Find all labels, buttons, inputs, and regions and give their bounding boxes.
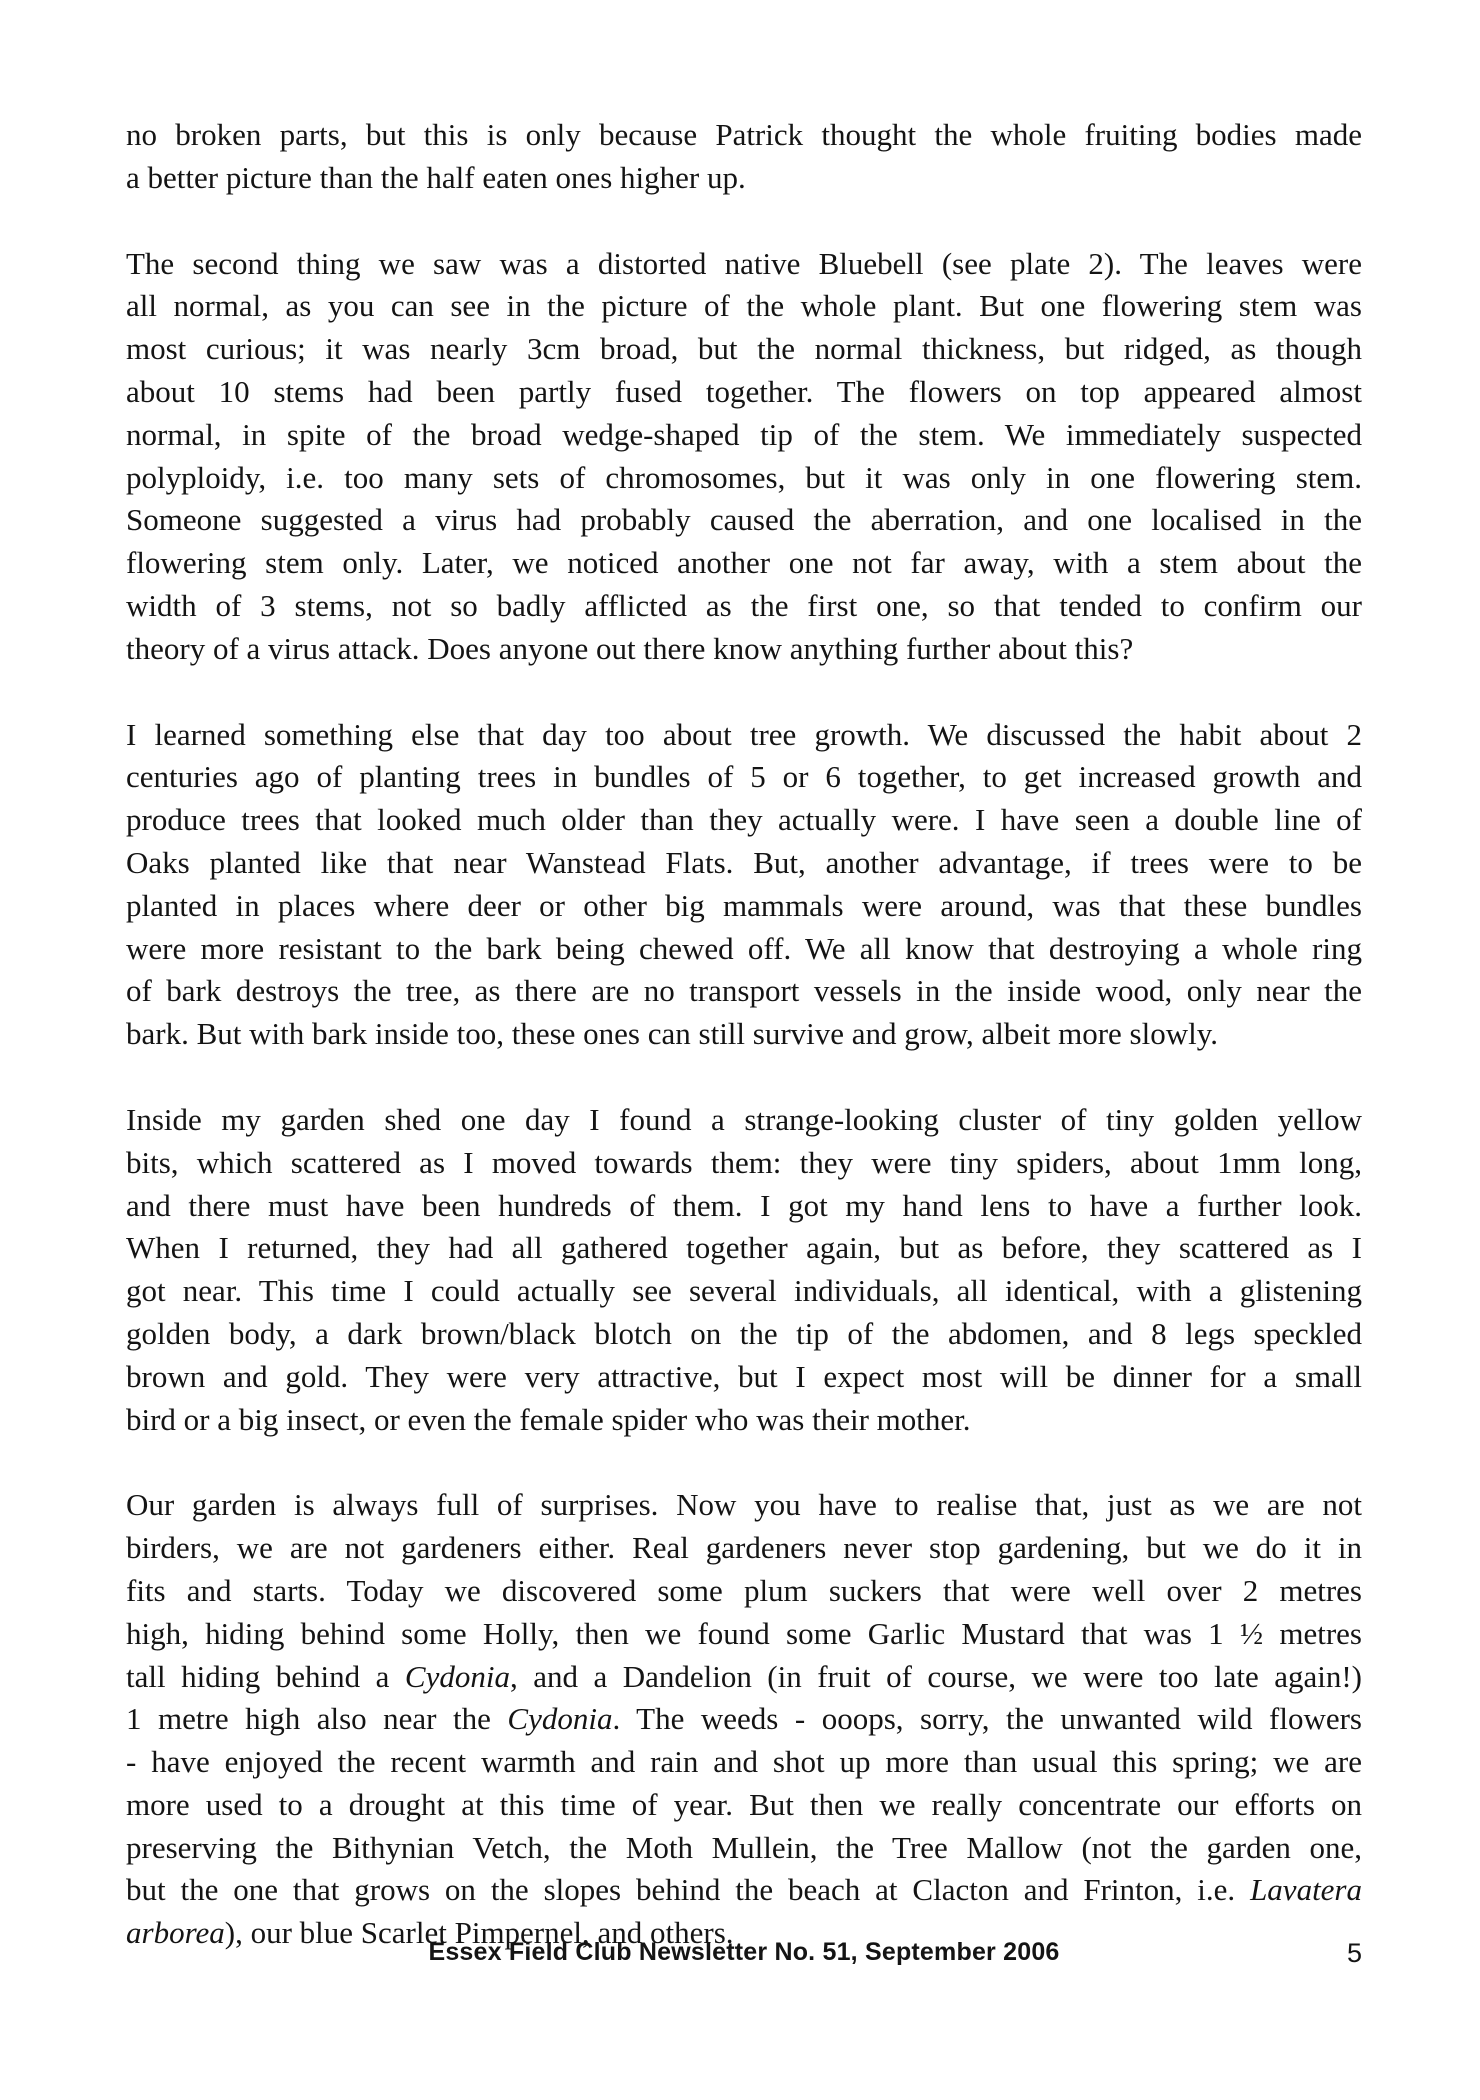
page-number: 5 <box>1346 1938 1362 1968</box>
text-line <box>126 1656 1362 1699</box>
text-line <box>126 628 1362 671</box>
text-line <box>126 285 1362 328</box>
text-run: planted in places where deer or other big mammals were around, was that these bundles <box>126 887 1362 923</box>
text-run: and there must have been hundreds of them. I got my hand lens to have a further look. <box>126 1187 1362 1223</box>
text-run: got near. This time I could actually see several individuals, all identical, with a glistening <box>126 1273 1362 1309</box>
italic-term: arborea <box>126 1915 225 1951</box>
text-run: preserving the Bithynian Vetch, the Moth Mullein, the Tree Mallow (not the garden one, <box>126 1829 1362 1865</box>
text-line <box>126 371 1362 414</box>
text-run: brown and gold. They were very attractive, but I expect most will be dinner for a small <box>126 1358 1362 1394</box>
text-run: bits, which scattered as I moved towards them: they were tiny spiders, about 1mm long, <box>126 1144 1362 1180</box>
text-run: width of 3 stems, not so badly afflicted as the first one, so that tended to confirm our <box>126 587 1362 623</box>
text-line <box>126 457 1362 500</box>
text-line <box>126 1869 1362 1912</box>
text-run: centuries ago of planting trees in bundles of 5 or 6 together, to get increased growth and <box>126 759 1362 795</box>
text-line <box>126 499 1362 542</box>
text-line <box>126 328 1362 371</box>
text-run: . The weeds - ooops, sorry, the unwanted wild flowers <box>612 1701 1362 1737</box>
italic-term: Cydonia <box>507 1701 613 1737</box>
text-run: Inside my garden shed one day I found a strange-looking cluster of tiny golden yellow <box>126 1101 1362 1137</box>
italic-term: Lavatera <box>1250 1872 1362 1908</box>
text-run: 1 metre high also near the <box>126 1701 508 1737</box>
article-body <box>126 114 1362 1998</box>
text-run: , and a Dandelion (in fruit of course, we were too late again!) <box>509 1658 1362 1694</box>
text-run: were more resistant to the bark being chewed off. We all know that destroying a whole ring <box>126 930 1362 966</box>
text-run: ), our blue Scarlet Pimpernel, and others. <box>224 1915 734 1951</box>
text-run: bark. But with bark inside too, these ones can still survive and grow, albeit more slowly. <box>126 1016 1218 1052</box>
italic-term: Cydonia <box>404 1658 510 1694</box>
text-line <box>126 114 1362 157</box>
text-run: tall hiding behind a <box>126 1658 405 1694</box>
text-run: produce trees that looked much older than they actually were. I have seen a double line of <box>126 802 1362 838</box>
text-line <box>126 885 1362 928</box>
text-run: birders, we are not gardeners either. Real gardeners never stop gardening, but we do it in <box>126 1530 1362 1566</box>
text-line <box>126 1527 1362 1570</box>
text-line <box>126 542 1362 585</box>
text-line <box>126 928 1362 971</box>
text-line <box>126 157 1362 200</box>
text-run: Oaks planted like that near Wanstead Flats. But, another advantage, if trees were to be <box>126 844 1362 880</box>
text-line <box>126 1698 1362 1741</box>
text-line <box>126 1570 1362 1613</box>
text-run: more used to a drought at this time of year. But then we really concentrate our efforts on <box>126 1786 1362 1822</box>
text-run: most curious; it was nearly 3cm broad, but the normal thickness, but ridged, as though <box>126 331 1362 367</box>
text-line <box>126 1142 1362 1185</box>
paragraph-1 <box>126 114 1362 200</box>
text-line <box>126 1185 1362 1228</box>
text-run: The second thing we saw was a distorted native Bluebell (see plate 2). The leaves were <box>126 245 1362 281</box>
text-run: all normal, as you can see in the picture of the whole plant. But one flowering stem was <box>126 288 1362 324</box>
text-run: bird or a big insect, or even the female spider who was their mother. <box>126 1401 971 1437</box>
text-line <box>126 842 1362 885</box>
text-line <box>126 756 1362 799</box>
text-line <box>126 1827 1362 1870</box>
text-run: - have enjoyed the recent warmth and rain and shot up more than usual this spring; we are <box>126 1744 1362 1780</box>
text-line <box>126 1313 1362 1356</box>
text-line <box>126 1356 1362 1399</box>
text-run: fits and starts. Today we discovered some plum suckers that were well over 2 metres <box>126 1572 1362 1608</box>
page-footer <box>126 1938 1362 1978</box>
text-run: When I returned, they had all gathered together again, but as before, they scattered as I <box>126 1230 1362 1266</box>
text-line <box>126 714 1362 757</box>
text-line <box>126 1613 1362 1656</box>
paragraph-5 <box>126 1484 1362 1955</box>
text-run: a better picture than the half eaten ones higher up. <box>126 159 746 195</box>
text-line <box>126 1013 1362 1056</box>
text-line <box>126 585 1362 628</box>
text-run: no broken parts, but this is only because Patrick thought the whole fruiting bodies made <box>126 117 1362 152</box>
text-line <box>126 1227 1362 1270</box>
text-run: flowering stem only. Later, we noticed another one not far away, with a stem about the <box>126 545 1362 581</box>
text-line <box>126 414 1362 457</box>
newsletter-title: Essex Field Club Newsletter No. 51, September 2006 <box>428 1938 1060 1966</box>
text-run: but the one that grows on the slopes behind the beach at Clacton and Frinton, i.e. <box>126 1872 1251 1908</box>
text-run: of bark destroys the tree, as there are no transport vessels in the inside wood, only near the <box>126 973 1362 1009</box>
text-line <box>126 1099 1362 1142</box>
text-line <box>126 1784 1362 1827</box>
paragraph-3 <box>126 714 1362 1056</box>
text-run: normal, in spite of the broad wedge-shaped tip of the stem. We immediately suspected <box>126 416 1362 452</box>
text-run: I learned something else that day too about tree growth. We discussed the habit about 2 <box>126 716 1362 752</box>
text-line <box>126 1484 1362 1527</box>
text-line <box>126 1741 1362 1784</box>
text-run: high, hiding behind some Holly, then we found some Garlic Mustard that was 1 ½ metres <box>126 1615 1362 1651</box>
text-line <box>126 1399 1362 1442</box>
paragraph-4 <box>126 1099 1362 1441</box>
text-run: about 10 stems had been partly fused together. The flowers on top appeared almost <box>126 373 1362 409</box>
text-line <box>126 799 1362 842</box>
text-line <box>126 1270 1362 1313</box>
text-run: Our garden is always full of surprises. Now you have to realise that, just as we are not <box>126 1487 1362 1523</box>
text-line <box>126 243 1362 286</box>
text-run: Someone suggested a virus had probably caused the aberration, and one localised in the <box>126 502 1362 538</box>
text-run: theory of a virus attack. Does anyone out there know anything further about this? <box>126 630 1134 666</box>
text-run: golden body, a dark brown/black blotch on the tip of the abdomen, and 8 legs speckled <box>126 1315 1362 1351</box>
text-line <box>126 970 1362 1013</box>
paragraph-2 <box>126 243 1362 671</box>
text-run: polyploidy, i.e. too many sets of chromosomes, but it was only in one flowering stem. <box>126 459 1362 495</box>
